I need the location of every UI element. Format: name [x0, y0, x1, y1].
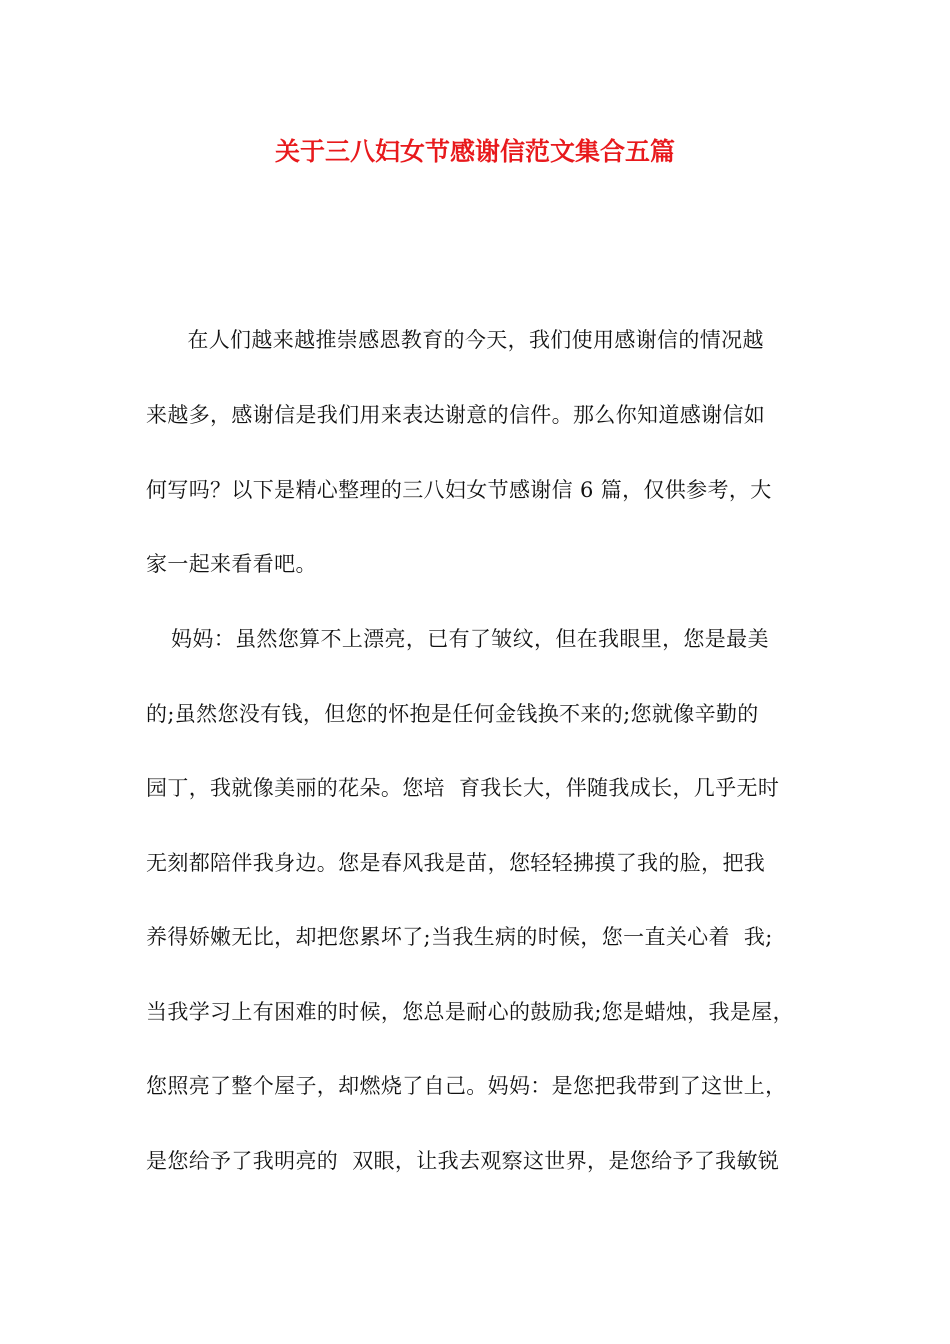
- body-line: 妈妈：虽然您算不上漂亮，已有了皱纹，但在我眼里，您是最美: [164, 627, 769, 651]
- body-line: 当我学习上有困难的时候，您总是耐心的鼓励我;您是蜡烛，我是屋，: [146, 1000, 794, 1024]
- body-line: 园丁，我就像美丽的花朵。您培 育我长大，伴随我成长，几乎无时: [146, 776, 780, 800]
- body-line: 是您给予了我明亮的 双眼，让我去观察这世界，是您给予了我敏锐: [146, 1149, 780, 1173]
- body-line: 在人们越来越推崇感恩教育的今天，我们使用感谢信的情况越: [166, 328, 764, 352]
- body-line: 您照亮了整个屋子，却燃烧了自己。妈妈：是您把我带到了这世上，: [146, 1074, 787, 1098]
- body-line: 养得娇嫩无比，却把您累坏了;当我生病的时候，您一直关心着 我;: [146, 925, 773, 949]
- body-line: 家一起来看看吧。: [146, 552, 317, 576]
- body-line: 何写吗？以下是精心整理的三八妇女节感谢信 6 篇，仅供参考，大: [146, 478, 772, 502]
- body-line: 的;虽然您没有钱，但您的怀抱是任何金钱换不来的;您就像辛勤的: [146, 702, 759, 726]
- body-line: 来越多，感谢信是我们用来表达谢意的信件。那么你知道感谢信如: [146, 403, 766, 427]
- body-line: 无刻都陪伴我身边。您是春风我是苗，您轻轻拂摸了我的脸，把我: [146, 851, 766, 875]
- document-title: 关于三八妇女节感谢信范文集合五篇: [274, 137, 675, 166]
